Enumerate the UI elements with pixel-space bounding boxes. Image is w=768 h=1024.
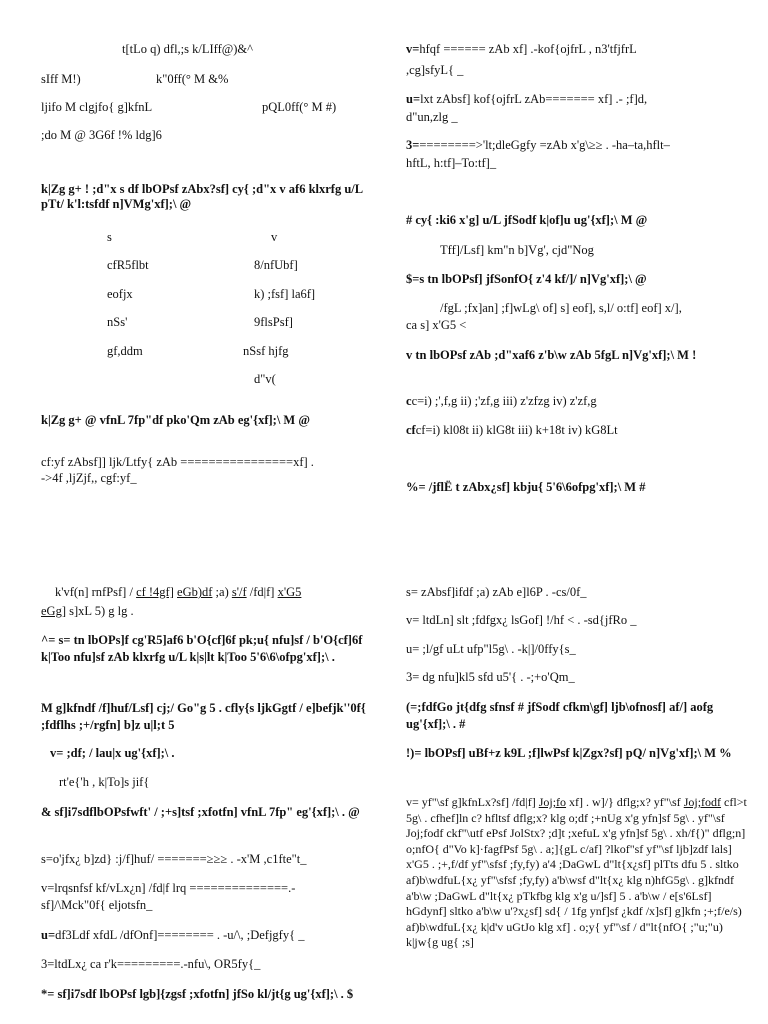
q7-v: v=lrqsnfsf kf/vLx¿n] /fd|f lrq ==============.- (41, 881, 296, 895)
q1-row-left: nSs' (107, 315, 128, 329)
q3-words: Tff]/Lsf] km"n b]Vg', cjd"Nog (440, 243, 594, 257)
q7-u: u=df3Ldf xfdL /dfOnf]======== . -u/\, ;Defjgfy{ _ (41, 928, 305, 942)
q3s-sentence: /fgL ;fx]an] ;f]wLg\ of] s] eof], s,l/ o:tf] eof] x/], (440, 301, 682, 315)
exam-class: sIff M!) (41, 72, 81, 86)
question-3-heading: # cy{ :ki6 x'g] u/L jfSodf k|of]u ug'{xf];\ M @ (406, 213, 648, 227)
q1-row-right: k) ;fsf] la6f] (254, 287, 316, 301)
q2-u-options: d"un,zlg _ (406, 110, 458, 124)
q1-col-v: v (271, 230, 278, 244)
question-10-heading: !)= lbOPsf] uBf+z k9L ;f]lwPsf k|Zgx?sf] pQ/ n]Vg'xf];\ M % (406, 746, 732, 760)
q2-sentence: cf:yf zAbsf]] ljk/Ltfy{ zAb ================xf] . (41, 455, 314, 469)
q3v-options-cf: cfcf=i) kl08t ii) klG8t iii) k+18t iv) kG8Lt (406, 423, 618, 437)
q8-v: v= ltdLn] slt ;fdfgx¿ lsGof] !/hf < . -sd{jfRo _ (406, 613, 637, 627)
q7-3: 3=ltdLx¿ ca r'k=========.-nfu\, OR5fy{_ (41, 957, 261, 971)
exam-time: ;do M @ 3G6f !% ldg]6 (41, 128, 162, 142)
q8-u: u= ;l/gf uLt ufp"l5g\ . -k|]/0ffy{s_ (406, 642, 576, 656)
question-4-heading: %= /jflË t zAbx¿sf] kbju{ 5'6\6ofpg'xf];\ M # (406, 480, 646, 494)
exam-subject: ljifo M clgjfo{ g]kfnL (41, 100, 153, 114)
q1-extra: d"v( (254, 372, 276, 386)
q3v-options-c: cc=i) ;',f,g ii) ;'zf,g iii) z'zfzg iv) z'zf,g (406, 394, 597, 408)
q1-row-right: 9flsPsf] (254, 315, 293, 329)
q2-v: v=hfqf ====== zAb xf] .-kof{ojfrL , n3'tfjfrL (406, 42, 637, 56)
question-6-passage: M g]kfndf /f]huf/Lsf] cj;/ Go"g 5 . cfly{s ljkGgtf / e]befjk''0f{ ;fdflhs ;+/rgfn] b]z u|l;t 5 (41, 701, 366, 732)
exam-header-line: t[tLo q) dfl,;s k/LIff@)&^ (122, 42, 254, 56)
question-7-heading: & sf]i7sdflbOPsfwft' / ;+s]tsf ;xfotfn] vfnL 7fp" eg'{xf];\ . @ (41, 805, 360, 819)
question-8-heading: *= sf]i7sdf lbOPsf lgb]{zgsf ;xfotfn] jfSo kl/jt{g ug'{xf];\ . $ (41, 987, 354, 1001)
q2-3-options: hftL, h:tf]–To:tf]_ (406, 156, 497, 170)
exam-full-marks: k"0ff(° M &% (156, 72, 229, 86)
q8-s: s= zAbsf]ifdf ;a) zAb e]l6P . -cs/0f_ (406, 585, 587, 599)
q2-v-options: ,cg]sfyL{ _ (406, 63, 464, 77)
passage-line-1: k'vf(n] rnfPsf] / cf !4gf] eGb)df ;a) s'/f /fd|f] x'G5 (55, 585, 302, 599)
question-3s-heading: $=s tn lbOPsf] jfSonfO{ z'4 kf/]/ n]Vg'xf];\ @ (406, 272, 647, 286)
q2-3: 3=========>'lt;dleGgfy =zAb x'g\≥≥ . -ha–ta,hflt– (406, 138, 670, 152)
question-6-heading: ^= s= tn lbOPs]f cg'R5]af6 b'O{cf]6f pk;u{ nfu]sf / b'O{cf]6f k|Too nfu]sf zAb klxrfg u/L k|s|lt k|Too 5'6\6\ofpg'xf];\ . (41, 633, 363, 664)
q1-row-left: gf,ddm (107, 344, 143, 358)
question-2-heading: k|Zg g+ @ vfnL 7fp"df pko'Qm zAb eg'{xf];\ M @ (41, 413, 310, 427)
question-9-heading: (=;fdfGo jt{dfg sfnsf # jfSodf cfkm\gf] ljb\ofnosf] af/] aofg ug'{xf];\ . # (406, 700, 714, 731)
q1-row-right: 8/nfUbf] (254, 258, 298, 272)
question-1-heading: k|Zg g+ ! ;d"x s df lbOPsf zAbx?sf] cy{ ;d"x v af6 klxrfg u/L pTt/ k'l:tsfdf n]VMg'xf];\ @ (41, 182, 363, 211)
q1-row-left: cfR5flbt (107, 258, 149, 272)
q1-col-s: s (107, 230, 112, 244)
passage-line-2: eGg] s]xL 5) g lg . (41, 604, 134, 618)
exam-pass-marks: pQL0ff(° M #) (262, 100, 337, 114)
question-10-passage: v= yf"\sf g]kfnLx?sf] /fd|f] Joj;fo xf] . w]/} dflg;x? yf"\sf Joj;fodf cfl>t 5g\ . cfhef]ln c? hfltsf dflg;x? klg o;df ;+nUg x'g yfn]sf 5g\ . yf"\sf Joj;fodf ckf"\utf ePsf JolStx? ;d]t ;xefuL x'g yfn]sf 5g\ . xh/f{)" dflg;n] o;nfO{ d"Vo k]·fagfPsf 5g\ . a;]{gL c/af] ?lkof"sf yf"\sf ljb]zdf lals] x'G5 . ;+,f/df yf"\sfsf ;fy,fy) a'4 ;DaGwL d"lt{x¿sf] plTts dfu 5 . sltko af)b\wdfuL{x¿ yf"\sfsf ;fy,fy) a'b\wsf d"lt{x¿ klg n)hfG5g\ . g]kfndf a'b\w ;DaGwL d"lt{x¿ pTkfbg klg x'g u/]sf] 5 . a'b\w / e[s'6Lsf] hGdynf] sltko a'b\w u'?x¿sf] sd{ / 1fg ynf]sf ¿kdf /x]sf] g]kfn ;+;f/e/s) af)b\wdfuL{x¿ k|d'v uGtJo klg xf] . o;y{ yf"\sf / d"lt{nfO{ ;"u;"u) k|jw{g ug{ ;s] (406, 795, 747, 950)
q2-u: u=lxt zAbsf] kof{ojfrL zAb======= xf] .- ;f]d, (406, 92, 648, 106)
q6v-words: rt'e{'h , k|To]s jif{ (59, 775, 150, 789)
q8-3: 3= dg nfu]kl5 sfd u5'{ . -;+o'Qm_ (406, 670, 575, 684)
q2-options: ->4f ,ljZjf,, cgf:yf_ (41, 471, 137, 485)
q3s-sentence-cont: ca s] x'G5 < (406, 318, 467, 332)
q1-row-right: nSsf hjfg (243, 344, 289, 358)
question-3v-heading: v tn lbOPsf zAb ;d"xaf6 z'b\w zAb 5fgL n]Vg'xf];\ M ! (406, 348, 697, 362)
question-6v: v= ;df; / lau|x ug'{xf];\ . (50, 746, 175, 760)
q7-s: s=o'jfx¿ b]zd} :j/f]huf/ =======≥≥≥ . -x'M ,c1fte"t_ (41, 852, 307, 866)
q1-row-left: eofjx (107, 287, 133, 301)
q7-v-options: sf]/\Mck"0f{ eljotsfn_ (41, 898, 153, 912)
